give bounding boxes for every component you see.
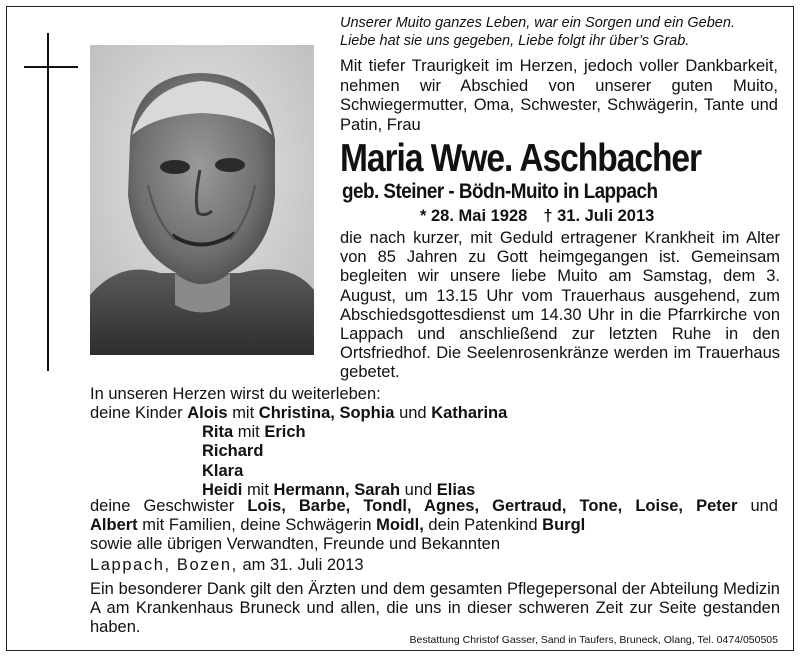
siblings-row-1 xyxy=(90,497,778,516)
life-dates xyxy=(420,206,654,226)
child-name: Rita xyxy=(202,423,234,442)
funeral-notice: die nach kurzer, mit Geduld ertragener Krankheit im Alter von 85 Jahren zu Gott heimgegangen ist. Gemeinsam begleiten wir unsere liebe Muito am Samstag, dem 3. August, um 13.15 Uhr vom Trauerhaus ausgehend, zum Abschiedsgottesdienst um 14.30 Uhr in die Pfarrkirche von Lappach und anschließend zur letzten Ruhe in den Ortsfriedhof. Die Seelenrosenkränze werden im Trauerhaus gebetet. xyxy=(340,229,780,382)
children-row-4 xyxy=(90,462,790,481)
grandchild-names: Hermann, Sarah xyxy=(273,480,401,499)
grandchild-names: Christina, Sophia xyxy=(258,404,395,422)
deceased-name: Maria Wwe. Aschbacher xyxy=(340,137,702,180)
connector: mit xyxy=(232,404,255,422)
undertaker-info: Bestattung Christof Gasser, Sand in Taufers, Bruneck, Olang, Tel. 0474/050505 xyxy=(409,634,778,646)
place: Lappach, Bozen, xyxy=(90,556,238,574)
grandchild-name: Katharina xyxy=(431,404,508,422)
birth-date: * 28. Mai 1928 xyxy=(420,207,528,225)
grandchild-name: Elias xyxy=(436,480,476,499)
children-row-1 xyxy=(90,404,790,423)
siblings-row-2 xyxy=(90,516,778,535)
cross-icon xyxy=(47,33,49,371)
motto-line-2: Liebe hat sie uns gegeben, Liebe folgt ihr über’s Grab. xyxy=(340,33,690,49)
partner-name: Erich xyxy=(264,423,306,442)
connector: mit Familien, deine Schwägerin xyxy=(142,516,372,535)
sibling-name: Albert xyxy=(90,516,138,535)
child-name: Heidi xyxy=(202,480,243,499)
children-row-3 xyxy=(90,442,790,461)
children-prefix: deine Kinder xyxy=(90,404,183,422)
cross-icon-bar xyxy=(24,66,78,68)
motto-line-1: Unserer Muito ganzes Leben, war ein Sorgen und ein Geben. xyxy=(340,15,735,31)
sibling-names: Lois, Barbe, Tondl, Agnes, Gertraud, Tone, Loise, Peter xyxy=(247,497,738,515)
connector: und xyxy=(404,480,433,499)
intro-text: Mit tiefer Traurigkeit im Herzen, jedoch voller Dankbarkeit, nehmen wir Abschied von unserer guten Muito, Schwiegermutter, Oma, Schwester, Schwägerin, Tante und Patin, Frau xyxy=(340,57,778,134)
children-row-2 xyxy=(90,423,790,442)
thanks-text: Ein besonderer Dank gilt den Ärzten und dem gesamten Pflegepersonal der Abteilung Medizin A am Krankenhaus Bruneck und allen, die uns in dieser schweren Zeit zur Seite gestanden haben. xyxy=(90,580,780,637)
relatives-line: sowie alle übrigen Verwandten, Freunde und Bekannten xyxy=(90,535,501,554)
death-date: † 31. Juli 2013 xyxy=(543,207,655,225)
godchild-name: Burgl xyxy=(542,516,586,535)
connector: dein Patenkind xyxy=(428,516,538,535)
siblings-list xyxy=(90,497,778,555)
connector: und xyxy=(750,497,778,515)
connector: mit xyxy=(246,480,269,499)
motto xyxy=(340,14,790,50)
child-name: Alois xyxy=(187,404,228,422)
child-name: Richard xyxy=(202,442,264,461)
hearts-line: In unseren Herzen wirst du weiterleben: xyxy=(90,385,381,403)
portrait-photo xyxy=(90,45,314,355)
siblings-prefix: deine Geschwister xyxy=(90,497,235,515)
connector: mit xyxy=(237,423,260,442)
birth-info: geb. Steiner - Bödn-Muito in Lappach xyxy=(342,180,658,203)
place-date xyxy=(90,556,364,575)
children-list xyxy=(90,404,790,500)
date: am 31. Juli 2013 xyxy=(242,556,364,574)
child-name: Klara xyxy=(202,461,244,480)
sister-in-law-name: Moidl, xyxy=(376,516,424,535)
connector: und xyxy=(399,404,427,422)
